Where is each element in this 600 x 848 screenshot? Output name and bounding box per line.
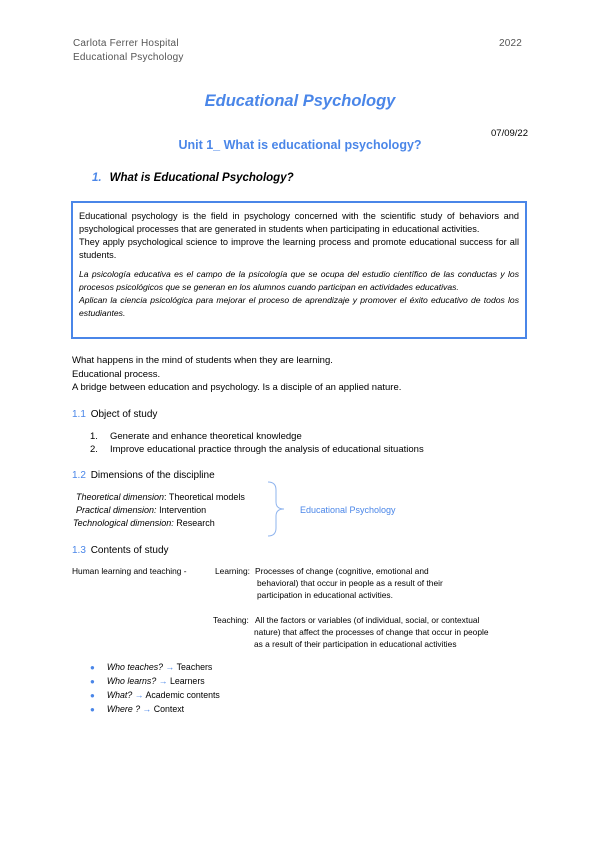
section-1-title: What is Educational Psychology? [109, 172, 294, 184]
bullet-question: Who learns? [106, 676, 157, 686]
dimension-value: Theoretical models [168, 492, 245, 502]
learning-line: Processes of change (cognitive, emotional and [255, 566, 429, 576]
learning-line: participation in educational activities. [257, 590, 393, 600]
dimension-value: Intervention [159, 505, 207, 515]
bullet-item [90, 690, 220, 700]
header-author: Carlota Ferrer Hospital [73, 38, 179, 49]
bullet-icon: ● [90, 663, 95, 672]
section-1-1-title: Object of study [90, 409, 158, 420]
dimension-label: Technological dimension: [73, 518, 174, 528]
section-1-3-heading [72, 545, 169, 556]
bullet-icon: ● [90, 705, 95, 714]
bullet-answer: Context [153, 704, 185, 714]
list-text: Generate and enhance theoretical knowledge [110, 431, 302, 442]
teaching-line: as a result of their participation in educational activities [254, 639, 457, 649]
arrow-right-icon: → [158, 676, 168, 686]
teaching-label: Teaching: [213, 615, 249, 625]
bullet-answer: Teachers [176, 662, 213, 672]
list-text: Improve educational practice through the analysis of educational situations [110, 444, 424, 455]
header-year: 2022 [499, 38, 523, 49]
intro-line: Educational process. [72, 369, 161, 380]
curly-brace-icon [262, 480, 292, 538]
intro-line: What happens in the mind of students when they are learning. [72, 355, 333, 366]
arrow-right-icon: → [134, 690, 144, 700]
learning-label: Learning: [215, 566, 250, 576]
learning-line: behavioral) that occur in people as a result of their [257, 578, 443, 588]
dimension-value: Research [176, 518, 215, 528]
bullet-question: What? [106, 690, 133, 700]
contents-lead: Human learning and teaching - [72, 566, 187, 576]
bracket-label: Educational Psychology [300, 505, 396, 515]
section-1-heading [92, 172, 294, 184]
section-1-1-number: 1.1 [72, 409, 86, 420]
dimension-row [73, 518, 215, 528]
arrow-right-icon: → [165, 662, 175, 672]
bullet-icon: ● [90, 677, 95, 686]
bullet-answer: Academic contents [145, 690, 220, 700]
section-1-2-number: 1.2 [72, 470, 86, 481]
section-1-2-title: Dimensions of the discipline [90, 470, 215, 481]
section-1-3-title: Contents of study [90, 545, 169, 556]
bullet-item [90, 704, 184, 714]
definition-en-2: They apply psychological science to improve the learning process and promote educational success for all students. [79, 237, 519, 260]
dimension-row [76, 505, 206, 515]
date-label: 07/09/22 [491, 128, 528, 139]
definition-box [71, 201, 527, 339]
list-item [90, 431, 302, 442]
teaching-line: All the factors or variables (of individual, social, or contextual [255, 615, 480, 625]
section-1-number: 1. [92, 172, 102, 184]
list-item [90, 444, 424, 455]
bullet-answer: Learners [169, 676, 205, 686]
section-1-3-number: 1.3 [72, 545, 86, 556]
bullet-item [90, 676, 205, 686]
list-number: 1. [90, 431, 98, 442]
header-subject: Educational Psychology [73, 52, 184, 63]
arrow-right-icon: → [142, 704, 152, 714]
definition-es-2: Aplican la ciencia psicológica para mejorar el proceso de aprendizaje y promover el éxito educativo de todos los estudiantes. [79, 295, 519, 318]
list-number: 2. [90, 444, 98, 455]
dimension-label: Practical dimension: [76, 505, 157, 515]
definition-en-1: Educational psychology is the field in psychology concerned with the scientific study of behaviors and psychological processes that are generated in students when participating in educational activities. [79, 211, 519, 234]
definition-es-1: La psicología educativa es el campo de la psicología que se ocupa del estudio científico de las conductas y los procesos psicológicos que se generan en los alumnos cuando participan en actividades educativas. [79, 269, 519, 292]
bullet-question: Where ? [106, 704, 141, 714]
dimension-label: Theoretical dimension [76, 492, 165, 502]
section-1-2-heading [72, 470, 215, 481]
intro-line: A bridge between education and psychology. Is a disciple of an applied nature. [72, 382, 402, 393]
bullet-question: Who teaches? [106, 662, 164, 672]
dimension-row: Theoretical dimension: Theoretical models [76, 492, 245, 502]
unit-title: Unit 1_ What is educational psychology? [178, 138, 422, 152]
bullet-item [90, 662, 212, 672]
bullet-icon: ● [90, 691, 95, 700]
document-title: Educational Psychology [204, 92, 396, 110]
section-1-1-heading [72, 409, 157, 420]
teaching-line: nature) that affect the processes of change that occur in people [254, 627, 489, 637]
